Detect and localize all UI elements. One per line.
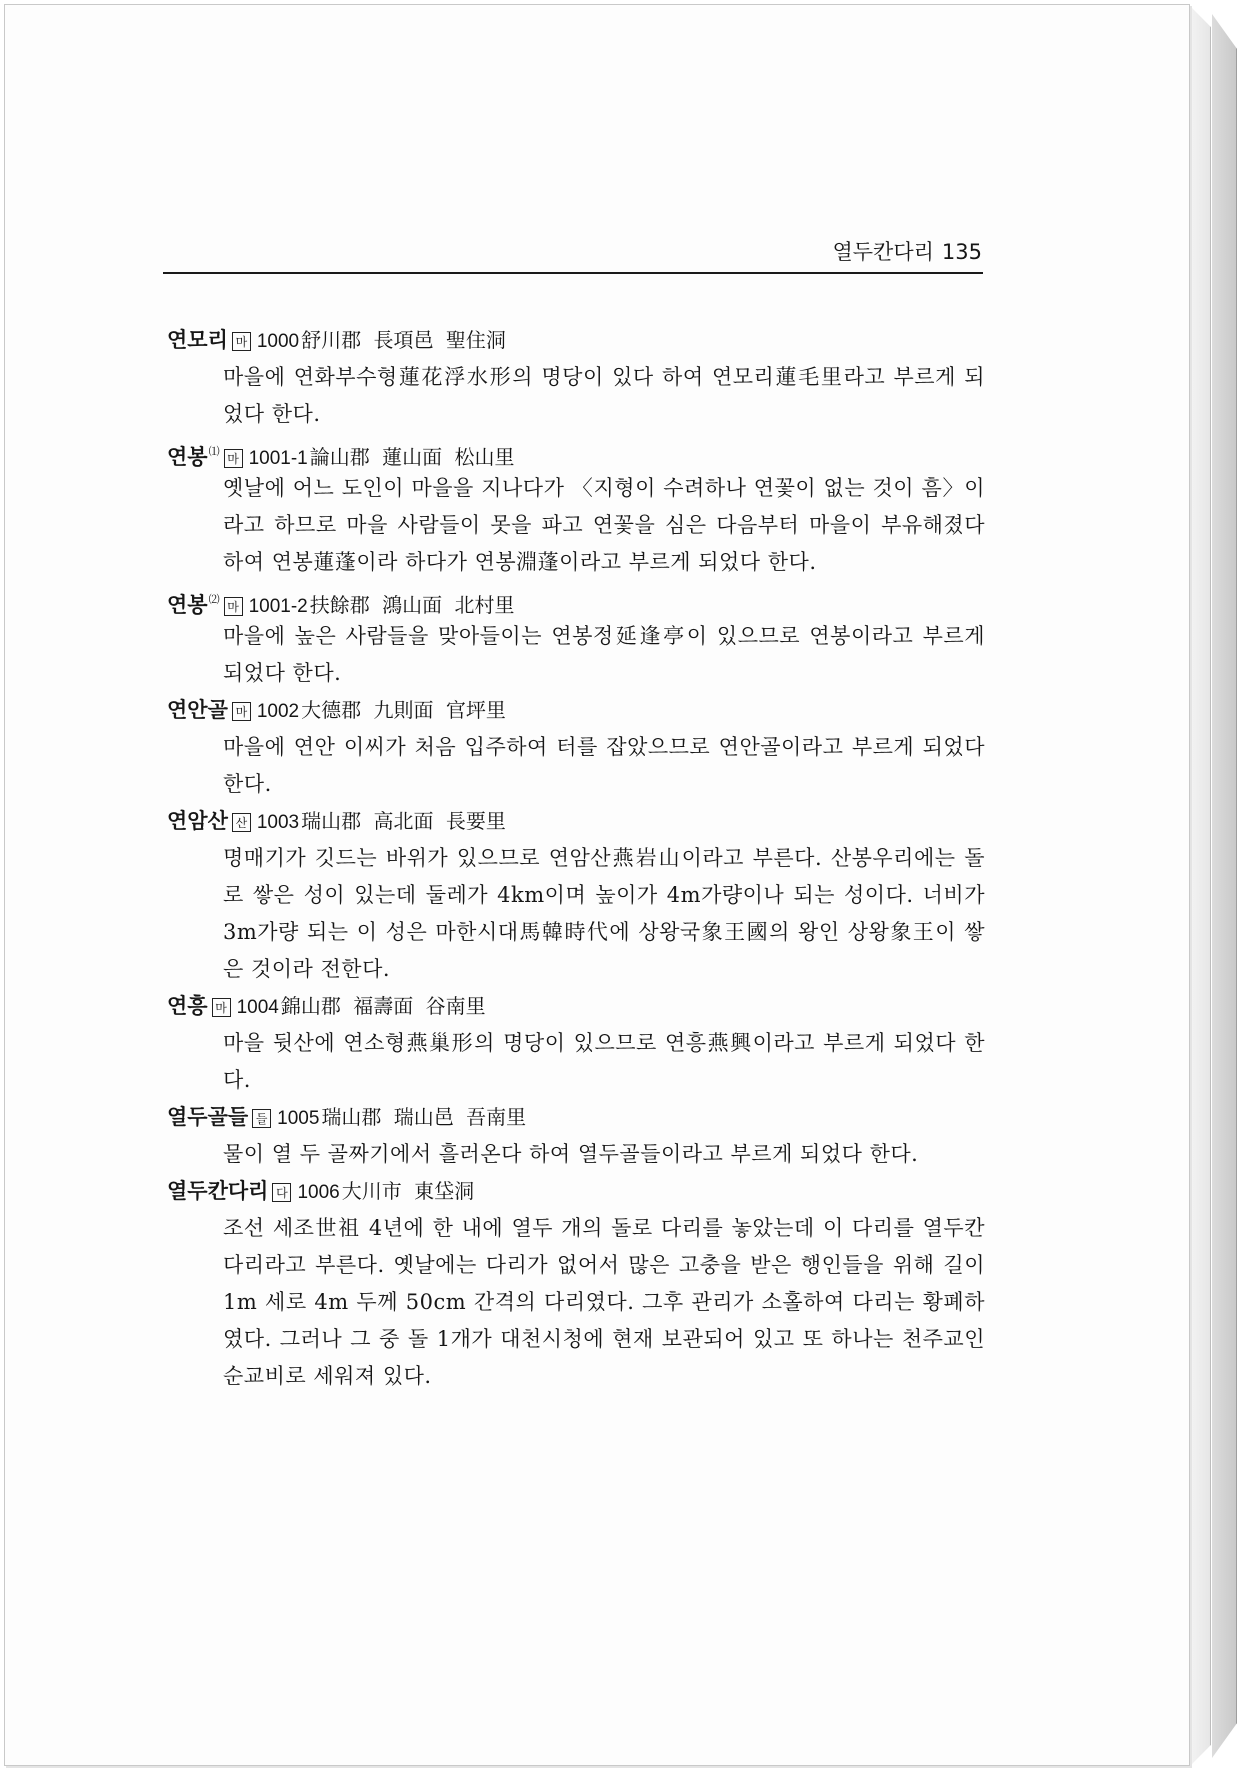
entry: [167, 322, 985, 433]
entry-location: 錦山郡 福壽面 谷南里: [280, 994, 486, 1018]
entry: [167, 433, 985, 581]
entry-name: 열두골들: [167, 1105, 249, 1129]
entry-description: 옛날에 어느 도인이 마을을 지나다가 〈지형이 수려하나 연꽃이 없는 것이 흠〉이라고 하므로 마을 사람들이 못을 파고 연꽃을 심은 다음부터 마을이 부유해졌다 하여 연봉蓮蓬이라 하다가 연봉淵蓬이라고 부르게 되었다 한다.: [223, 476, 985, 574]
entry-number: 1004: [236, 997, 279, 1018]
entry-description: 명매기가 깃드는 바위가 있으므로 연암산燕岩山이라고 부른다. 산봉우리에는 돌로 쌓은 성이 있는데 둘레가 4km이며 높이가 4m가량이나 되는 성이다. 너비가 3m가량 되는 이 성은 마한시대馬韓時代에 상왕국象王國의 왕인 상왕象王이 쌓은 것이라 전한다.: [223, 846, 985, 981]
running-head-title: 열두칸다리: [832, 240, 934, 264]
entry-superscript: ⑴: [208, 445, 220, 458]
entry-location: 扶餘郡 鴻山面 北村里: [309, 593, 515, 617]
page-number: 135: [941, 240, 982, 264]
entry-number: 1003: [256, 812, 300, 833]
entry-head: [167, 322, 985, 359]
entry-head: [167, 433, 985, 470]
entry-type-tag: 마: [224, 449, 243, 468]
entry-description: 물이 열 두 골짜기에서 흘러온다 하여 열두골들이라고 부르게 되었다 한다.: [223, 1142, 919, 1166]
entry-location: 大川市 東垈洞: [341, 1179, 475, 1203]
entry-head: [167, 803, 985, 840]
entry-head: [167, 692, 985, 729]
page-stack-edge: [1190, 6, 1211, 1766]
entry-name: 연봉: [167, 445, 208, 469]
entry: [167, 692, 985, 803]
header-rule: [163, 272, 983, 274]
entry: [167, 1099, 985, 1173]
entry-location: 瑞山郡 高北面 長要里: [301, 809, 506, 833]
entry: [167, 1173, 985, 1395]
entry-type-tag: 마: [232, 332, 251, 351]
entry-location: 論山郡 蓮山面 松山里: [309, 445, 515, 469]
entry-number: 1001-1: [248, 448, 308, 469]
entry-name: 연암산: [167, 809, 228, 833]
entry-number: 1000: [256, 331, 300, 352]
running-head: [170, 232, 982, 272]
entry-name: 연봉: [167, 593, 208, 617]
entry: [167, 581, 985, 692]
entry-name: 연안골: [167, 698, 228, 722]
entry: [167, 803, 985, 988]
entry-description: 마을 뒷산에 연소형燕巢形의 명당이 있으므로 연흥燕興이라고 부르게 되었다 한다.: [223, 1031, 985, 1092]
entry-type-tag: 마: [232, 702, 251, 721]
entry-head: [167, 581, 985, 618]
entry-location: 舒川郡 長項邑 聖住洞: [301, 328, 506, 352]
entry-list: [167, 322, 985, 1395]
entry-number: 1006: [297, 1182, 340, 1203]
entry-number: 1002: [256, 701, 300, 722]
entry-head: [167, 1099, 985, 1136]
entry-type-tag: 산: [232, 813, 251, 832]
entry-superscript: ⑵: [208, 593, 220, 606]
entry-description: 마을에 연화부수형蓮花浮水形의 명당이 있다 하여 연모리蓮毛里라고 부르게 되었다 한다.: [223, 365, 985, 426]
entry: [167, 988, 985, 1099]
entry-description: 마을에 높은 사람들을 맞아들이는 연봉정延逢亭이 있으므로 연봉이라고 부르게 되었다 한다.: [223, 624, 985, 685]
entry-type-tag: 마: [224, 597, 243, 616]
entry-location: 瑞山郡 瑞山邑 吾南里: [321, 1105, 527, 1129]
entry-location: 大德郡 九則面 官坪里: [301, 698, 506, 722]
entry-type-tag: 다: [272, 1183, 291, 1202]
entry-description: 조선 세조世祖 4년에 한 내에 열두 개의 돌로 다리를 놓았는데 이 다리를 열두칸다리라고 부른다. 옛날에는 다리가 없어서 많은 고충을 받은 행인들을 위해 길이 1m 세로 4m 두께 50cm 간격의 다리였다. 그후 관리가 소홀하여 다리는 황폐하였다. 그러나 그 중 돌 1개가 대천시청에 현재 보관되어 있고 또 하나는 천주교인순교비로 세워져 있다.: [223, 1216, 985, 1388]
entry-name: 열두칸다리: [167, 1179, 269, 1203]
entry-number: 1001-2: [248, 596, 308, 617]
entry-head: [167, 1173, 985, 1210]
entry-head: [167, 988, 985, 1025]
entry-description: 마을에 연안 이씨가 처음 입주하여 터를 잡았으므로 연안골이라고 부르게 되었다 한다.: [223, 735, 985, 796]
entry-name: 연모리: [167, 328, 228, 352]
page-stack-edge: [1212, 14, 1237, 1758]
entry-number: 1005: [277, 1108, 320, 1129]
entry-type-tag: 들: [252, 1109, 271, 1128]
entry-name: 연흥: [167, 994, 208, 1018]
entry-type-tag: 마: [212, 998, 231, 1017]
